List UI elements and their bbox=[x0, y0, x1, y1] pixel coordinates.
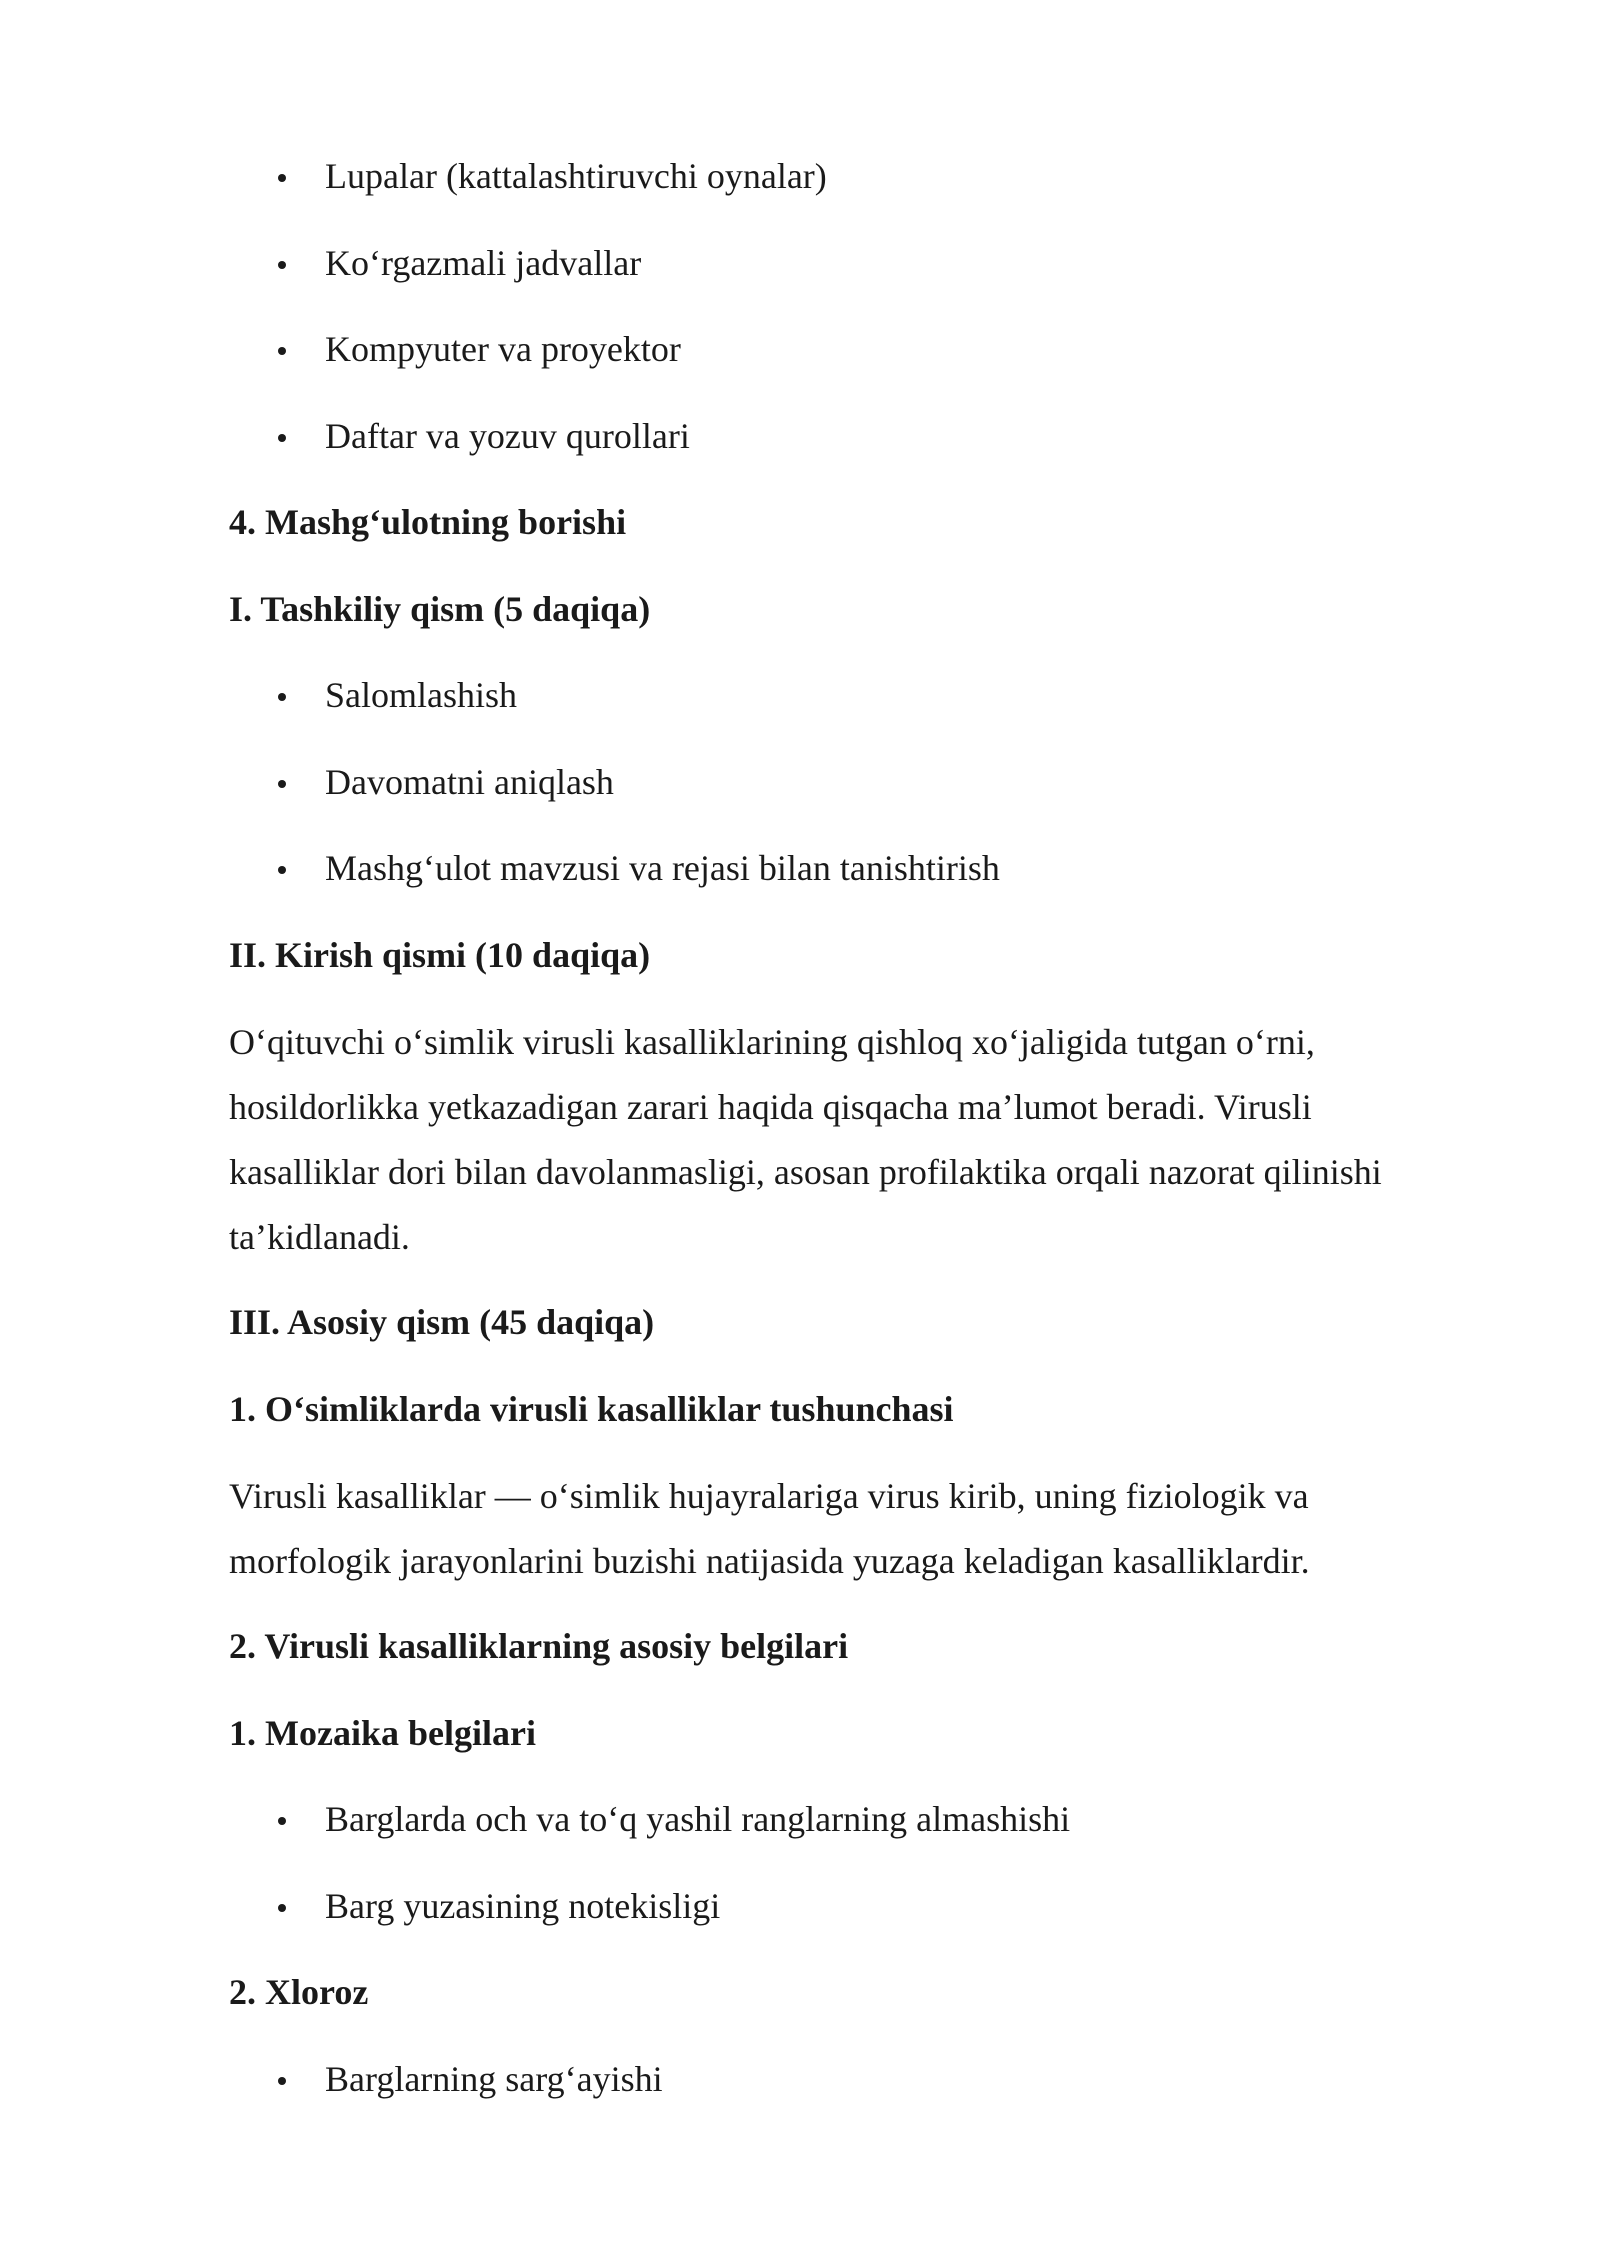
bullet-icon bbox=[278, 866, 286, 874]
list-item-text: Salomlashish bbox=[325, 675, 518, 715]
list-item bbox=[229, 1788, 1459, 1875]
list-item bbox=[229, 2048, 1459, 2135]
mosaic-signs-list bbox=[229, 1788, 1459, 1961]
list-item bbox=[229, 145, 1459, 232]
organizational-list bbox=[229, 664, 1459, 924]
list-item bbox=[229, 1875, 1459, 1962]
section-heading: III. Asosiy qism (45 daqiqa) bbox=[229, 1302, 655, 1342]
list-item-text: Kompyuter va proyektor bbox=[325, 329, 681, 369]
bullet-icon bbox=[278, 261, 286, 269]
list-item-text: Mashg‘ulot mavzusi va rejasi bilan tanishtirish bbox=[325, 848, 1000, 888]
equipment-list bbox=[229, 145, 1459, 491]
section-heading: 4. Mashg‘ulotning borishi bbox=[229, 502, 627, 542]
list-item bbox=[229, 232, 1459, 319]
bullet-icon bbox=[278, 347, 286, 355]
list-item-text: Barg yuzasining notekisligi bbox=[325, 1885, 721, 1926]
list-item bbox=[229, 664, 1459, 751]
bullet-icon bbox=[278, 1817, 286, 1825]
list-item-text: Daftar va yozuv qurollari bbox=[325, 415, 690, 456]
paragraph: O‘qituvchi o‘simlik virusli kasalliklarining qishloq xo‘jaligida tutgan o‘rni, hosildorlikka yetkazadigan zarari haqida qisqacha ma’lumot beradi. Virusli kasalliklar dori bilan davolanmasligi, asosan profilaktika orqali nazorat qilinishi ta’kidlanadi. bbox=[229, 1022, 1382, 1257]
subsection-heading: 1. O‘simliklarda virusli kasalliklar tushunchasi bbox=[229, 1388, 954, 1429]
subsection-heading: 1. Mozaika belgilari bbox=[229, 1712, 536, 1753]
list-item bbox=[229, 837, 1459, 924]
subsection-heading: 2. Xloroz bbox=[229, 1972, 369, 2012]
bullet-icon bbox=[278, 174, 286, 182]
list-item-text: Ko‘rgazmali jadvallar bbox=[325, 242, 642, 283]
bullet-icon bbox=[278, 780, 286, 788]
list-item bbox=[229, 405, 1459, 492]
section-heading: II. Kirish qismi (10 daqiqa) bbox=[229, 934, 651, 975]
bullet-icon bbox=[278, 434, 286, 442]
bullet-icon bbox=[278, 693, 286, 701]
subsection-heading: 2. Virusli kasalliklarning asosiy belgilari bbox=[229, 1626, 849, 1666]
section-heading: I. Tashkiliy qism (5 daqiqa) bbox=[229, 588, 651, 629]
list-item-text: Barglarning sarg‘ayishi bbox=[325, 2058, 663, 2099]
list-item bbox=[229, 751, 1459, 838]
list-item-text: Barglarda och va to‘q yashil ranglarning almashishi bbox=[325, 1799, 1071, 1839]
bullet-icon bbox=[278, 2077, 286, 2085]
list-item-text: Davomatni aniqlash bbox=[325, 761, 614, 802]
paragraph: Virusli kasalliklar — o‘simlik hujayralariga virus kirib, uning fiziologik va morfologik jarayonlarini buzishi natijasida yuzaga keladigan kasalliklardir. bbox=[229, 1476, 1310, 1581]
list-item-text: Lupalar (kattalashtiruvchi oynalar) bbox=[325, 156, 827, 196]
bullet-icon bbox=[278, 1904, 286, 1912]
chlorosis-list bbox=[229, 2048, 1459, 2135]
document-page bbox=[229, 145, 1459, 2134]
list-item bbox=[229, 318, 1459, 405]
